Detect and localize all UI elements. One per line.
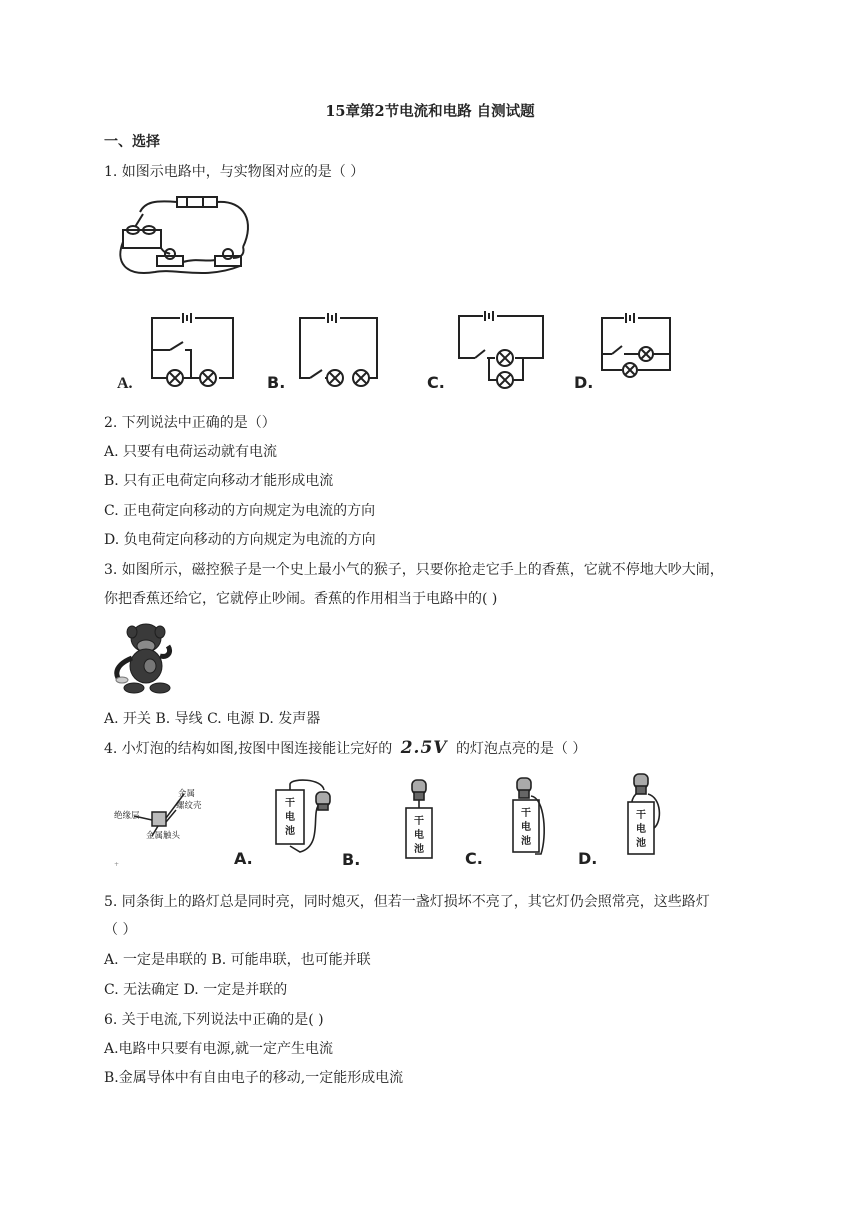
q1-option-c-circuit [425, 306, 550, 394]
question-6-stem: 6. 关于电流,下列说法中正确的是( ) [104, 1012, 324, 1028]
q4-option-b-figure [340, 778, 450, 868]
svg-text:电: 电 [636, 824, 646, 835]
svg-text:干: 干 [521, 808, 531, 819]
svg-text:干: 干 [414, 816, 424, 827]
q4-bulb-structure-figure [112, 788, 230, 868]
svg-text:电: 电 [285, 812, 295, 823]
question-2-option-b: B. 只有正电荷定向移动才能形成电流 [104, 473, 334, 489]
q4-option-a-battery-text [285, 796, 295, 837]
q1-option-b-label: B. [267, 373, 286, 392]
q4-label-metal: 金属 [178, 789, 196, 799]
svg-text:电: 电 [521, 822, 531, 833]
q4-option-a-figure [232, 776, 352, 868]
q1-real-circuit-figure [115, 192, 260, 282]
q1-option-b-circuit [265, 310, 390, 392]
svg-text:干: 干 [636, 810, 646, 821]
q1-option-d-circuit [572, 310, 677, 392]
q4-label-thread-shell: 螺纹壳 [176, 801, 202, 811]
section-heading: 一、选择 [104, 134, 160, 150]
question-2-option-d: D. 负电荷定向移动的方向规定为电流的方向 [104, 532, 376, 548]
question-4-stem-post: 的灯泡点亮的是（ ） [455, 741, 587, 757]
q4-label-contact: 金属触头 [146, 831, 181, 841]
question-2-stem: 2. 下列说法中正确的是（） [104, 415, 276, 431]
question-2-option-c: C. 正电荷定向移动的方向规定为电流的方向 [104, 503, 376, 519]
q1-option-d-label: D. [574, 373, 594, 392]
question-3-stem-line1: 3. 如图所示，磁控猴子是一个史上最小气的猴子，只要你抢走它手上的香蕉，它就不停地大吵大闹， [104, 562, 724, 578]
q4-option-d-figure [578, 772, 678, 868]
question-4-stem-pre: 4. 小灯泡的结构如图,按图中图连接能让完好的 [104, 741, 393, 757]
question-6-option-a: A.电路中只要有电源,就一定产生电流 [104, 1041, 334, 1057]
q4-option-c-label: C. [465, 849, 483, 868]
svg-text:电: 电 [414, 830, 424, 841]
question-4-voltage: 2.5V [400, 738, 448, 758]
q4-option-d-battery-text [636, 808, 646, 849]
page-title: 15章第2节电流和电路 自测试题 [325, 103, 535, 120]
question-3-options: A. 开关 B. 导线 C. 电源 D. 发声器 [104, 711, 321, 727]
q1-option-c-label: C. [427, 373, 445, 392]
q4-option-c-figure [465, 776, 565, 868]
svg-text:池: 池 [521, 836, 531, 847]
question-5-stem-line1: 5. 同条街上的路灯总是同时亮，同时熄灭，但若一盏灯损坏不亮了，其它灯仍会照常亮，这些路灯 [104, 894, 710, 910]
q4-option-c-battery-text [521, 806, 531, 847]
q4-option-b-battery-text [414, 814, 424, 855]
svg-text:池: 池 [636, 838, 646, 849]
q4-label-insulation: 绝缘层 [114, 811, 140, 821]
question-3-stem-line2: 你把香蕉还给它，它就停止吵闹。香蕉的作用相当于电路中的( ) [104, 591, 498, 607]
svg-text:+: + [114, 861, 120, 868]
question-6-option-b: B.金属导体中有自由电子的移动,一定能形成电流 [104, 1070, 404, 1086]
question-5-options-row2: C. 无法确定 D. 一定是并联的 [104, 982, 288, 998]
q3-monkey-toy-figure [110, 618, 182, 698]
q4-option-a-label: A. [234, 849, 253, 868]
svg-text:池: 池 [414, 844, 424, 855]
q1-option-a-label: A. [117, 375, 133, 392]
q4-option-d-label: D. [578, 849, 598, 868]
question-4-stem [104, 739, 586, 758]
question-5-stem-line2: （ ） [104, 922, 137, 938]
question-2-option-a: A. 只要有电荷运动就有电流 [104, 444, 278, 460]
q1-option-a-circuit [115, 310, 240, 392]
svg-text:池: 池 [285, 826, 295, 837]
question-5-options-row1: A. 一定是串联的 B. 可能串联，也可能并联 [104, 952, 371, 968]
svg-text:干: 干 [285, 798, 295, 809]
q4-option-b-label: B. [342, 850, 361, 868]
question-1-stem: 1. 如图示电路中，与实物图对应的是（ ） [104, 164, 365, 180]
